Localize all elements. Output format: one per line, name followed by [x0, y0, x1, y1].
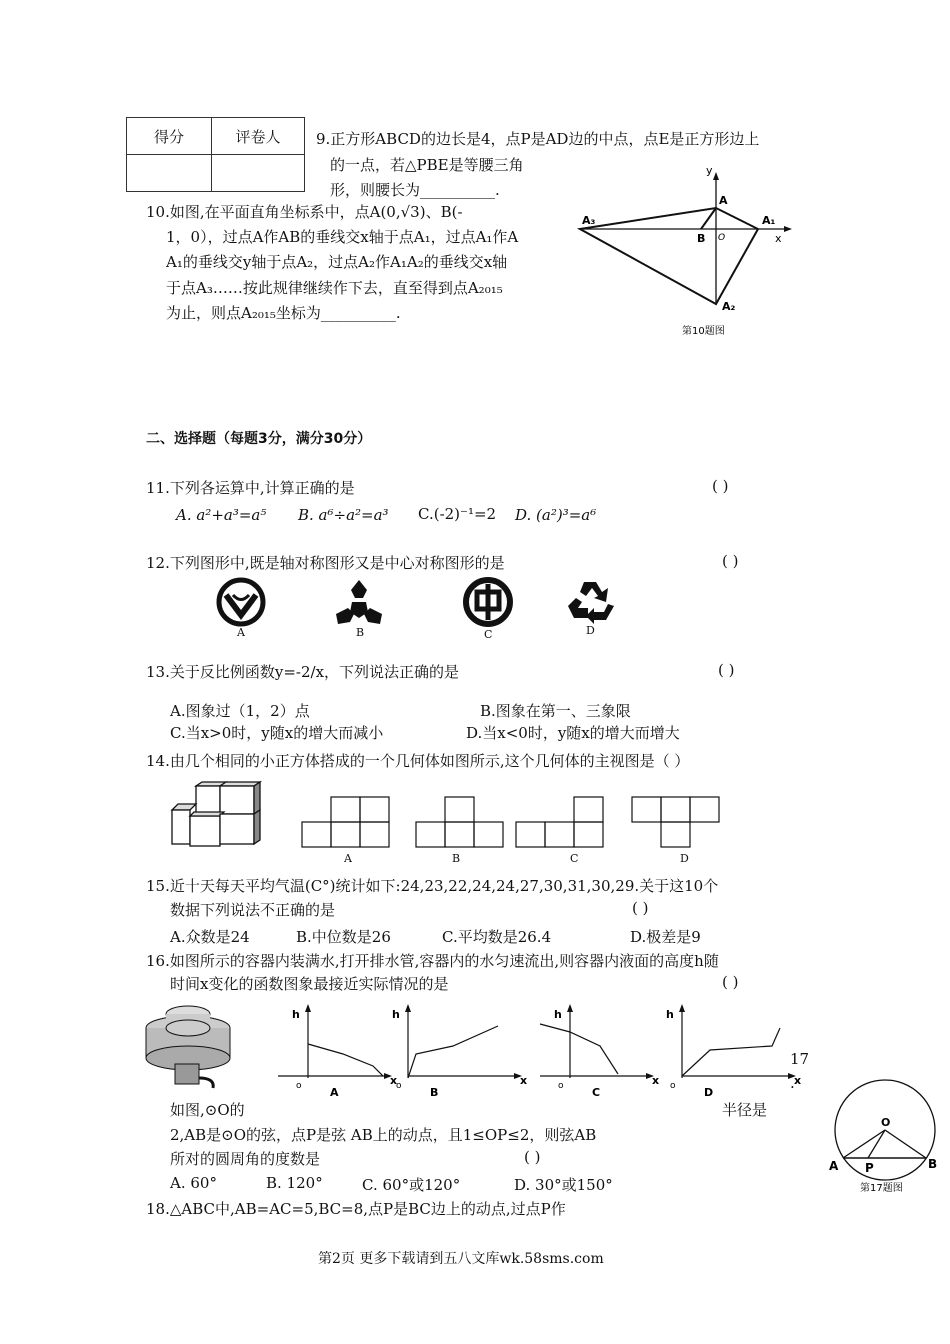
q16-curve	[682, 1028, 780, 1076]
q10-fig-A: A	[719, 194, 728, 207]
q15-paren: ( )	[632, 899, 649, 917]
q14-option-b-figure	[414, 796, 506, 850]
q14-option-c-figure	[514, 796, 606, 850]
q14-label-d: D	[680, 852, 689, 865]
q16-curve	[308, 1044, 383, 1076]
score-table	[126, 117, 305, 192]
q15-line1: 15.近十天每天平均气温(C°)统计如下:24,23,22,24,24,27,30,31,30,29.关于这10个	[146, 877, 719, 895]
q16-o-label: o	[558, 1081, 564, 1091]
q9-line3: 形，则腰长为__________.	[330, 181, 500, 199]
q14-label-b: B	[452, 852, 461, 865]
q12-label-c: C	[484, 628, 493, 641]
grader-header: 评卷人	[212, 118, 305, 155]
q16-o-label: o	[670, 1081, 676, 1091]
section-2-title: 二、选择题（每题3分，满分30分）	[146, 431, 372, 447]
q17-paren: ( )	[524, 1148, 541, 1166]
q13-option-c: C.当x>0时，y随x的增大而减小	[170, 724, 384, 742]
q12-label-a: A	[237, 626, 245, 639]
q10-fig-A2: A₂	[722, 300, 736, 313]
q16-option-label: A	[330, 1086, 339, 1099]
q13-stem: 13.关于反比例函数y=-2/x，下列说法正确的是	[146, 663, 460, 681]
q16-curve	[540, 1024, 618, 1074]
q15-line2: 数据下列说法不正确的是	[170, 901, 336, 919]
q16-graph-d	[666, 1004, 801, 1099]
q9-line2: 的一点，若△PBE是等腰三角	[330, 156, 524, 174]
q15-option-d: D.极差是9	[630, 928, 701, 946]
page-footer: 第2页 更多下载请到五八文库wk.58sms.com	[318, 1251, 604, 1267]
score-cell	[127, 155, 212, 192]
q16-h-label: h	[666, 1008, 674, 1021]
q14-stem: 14.由几个相同的小正方体搭成的一个几何体如图所示,这个几何体的主视图是（ ）	[146, 752, 690, 770]
q15-option-a: A.众数是24	[170, 928, 250, 946]
q13-option-b: B.图象在第一、三象限	[480, 702, 631, 720]
q17-option-a: A. 60°	[170, 1174, 217, 1192]
q12-label-d: D	[586, 624, 595, 637]
q17-fig-B: B	[928, 1157, 938, 1171]
q10-line5: 为止，则点A₂₀₁₅坐标为__________.	[166, 304, 401, 322]
q11-option-c: C.(-2)⁻¹=2	[418, 505, 497, 523]
q16-option-label: C	[592, 1086, 601, 1099]
q17-figure	[826, 1080, 946, 1198]
q16-paren: ( )	[722, 973, 739, 991]
q16-curve	[408, 1026, 498, 1078]
q15-option-b: B.中位数是26	[296, 928, 391, 946]
q17-line1b: 半径是	[722, 1101, 768, 1119]
q16-x-label: x	[794, 1074, 802, 1087]
y-arrow	[405, 1004, 411, 1012]
q16-x-label: x	[390, 1074, 398, 1087]
q12-paren: ( )	[722, 552, 739, 570]
q10-line4: 于点A₃……按此规律继续作下去，直至得到点A₂₀₁₅	[166, 279, 503, 297]
q11-option-d: D. (a²)³=a⁶	[515, 506, 597, 524]
q10-fig-caption: 第10题图	[682, 326, 725, 337]
q14-option-a-figure	[300, 796, 392, 850]
q11-paren: ( )	[712, 477, 729, 495]
q13-paren: ( )	[718, 661, 735, 679]
q10-figure	[570, 160, 800, 340]
q16-option-label: B	[430, 1086, 439, 1099]
q17-dot: .	[790, 1074, 795, 1092]
q16-h-label: h	[392, 1008, 400, 1021]
q16-o-label: o	[396, 1081, 402, 1091]
q15-option-c: C.平均数是26.4	[442, 928, 552, 946]
q16-h-label: h	[554, 1008, 562, 1021]
q17-line1a: 如图,⊙O的	[170, 1101, 245, 1119]
q17-option-b: B. 120°	[266, 1174, 323, 1192]
grader-cell	[212, 155, 305, 192]
q17-line2: 2,AB是⊙O的弦，点P是弦 AB上的动点，且1≤OP≤2，则弦AB	[170, 1126, 597, 1144]
q16-graph-b	[392, 1004, 527, 1099]
q16-container-figure	[143, 998, 235, 1090]
q11-stem: 11.下列各运算中,计算正确的是	[146, 479, 355, 497]
q9-line1: 9.正方形ABCD的边长是4，点P是AD边的中点，点E是正方形边上	[316, 130, 760, 148]
q12-label-b: B	[356, 626, 365, 639]
y-arrow	[567, 1004, 573, 1012]
q10-fig-B: B	[697, 232, 706, 245]
y-arrow	[305, 1004, 311, 1012]
q16-h-label: h	[292, 1008, 300, 1021]
q16-x-label: x	[520, 1074, 528, 1087]
q16-option-label: D	[704, 1086, 714, 1099]
q14-label-a: A	[344, 852, 352, 865]
q10-line1: 10.如图,在平面直角坐标系中，点A(0,√3)、B(-	[146, 203, 463, 221]
q10-fig-y: y	[706, 164, 713, 177]
q11-option-a: A. a²+a³=a⁵	[176, 506, 267, 524]
q17-fig-O: O	[881, 1116, 891, 1129]
q14-cube-figure	[168, 782, 268, 852]
q17-option-d: D. 30°或150°	[514, 1176, 613, 1194]
q10-fig-A3: A₃	[582, 214, 596, 227]
score-header: 得分	[127, 118, 212, 155]
q17-option-c: C. 60°或120°	[362, 1176, 461, 1194]
q16-graph-a	[278, 1004, 397, 1099]
q14-option-d-figure	[630, 796, 722, 850]
q10-fig-O: O	[718, 233, 726, 243]
q14-label-c: C	[570, 852, 579, 865]
q13-option-d: D.当x<0时，y随x的增大而增大	[466, 724, 680, 742]
q17-line3: 所对的圆周角的度数是	[170, 1150, 321, 1168]
q17-fig-P: P	[865, 1161, 874, 1175]
q16-line2: 时间x变化的函数图象最接近实际情况的是	[170, 975, 449, 993]
q16-graphs	[250, 998, 810, 1098]
q11-option-b: B. a⁶÷a²=a³	[298, 506, 389, 524]
q16-line1: 16.如图所示的容器内装满水,打开排水管,容器内的水匀速流出,则容器内液面的高度h随	[146, 952, 719, 970]
q10-line3: A₁的垂线交y轴于点A₂，过点A₂作A₁A₂的垂线交x轴	[166, 253, 508, 271]
q13-option-a: A.图象过（1，2）点	[170, 702, 310, 720]
q17-fig-caption: 第17题图	[860, 1183, 903, 1194]
q18-line1: 18.△ABC中,AB=AC=5,BC=8,点P是BC边上的动点,过点P作	[146, 1200, 566, 1218]
q16-x-label: x	[652, 1074, 660, 1087]
q10-fig-x: x	[775, 232, 782, 245]
q17-number: 17	[790, 1050, 810, 1068]
y-arrow	[679, 1004, 685, 1012]
q10-fig-A1: A₁	[762, 214, 776, 227]
q16-graph-c	[540, 1004, 659, 1099]
q16-o-label: o	[296, 1081, 302, 1091]
q12-stem: 12.下列图形中,既是轴对称图形又是中心对称图形的是	[146, 554, 505, 572]
q10-line2: 1，0），过点A作AB的垂线交x轴于点A₁，过点A₁作A	[166, 228, 519, 246]
q17-fig-A: A	[829, 1159, 839, 1173]
